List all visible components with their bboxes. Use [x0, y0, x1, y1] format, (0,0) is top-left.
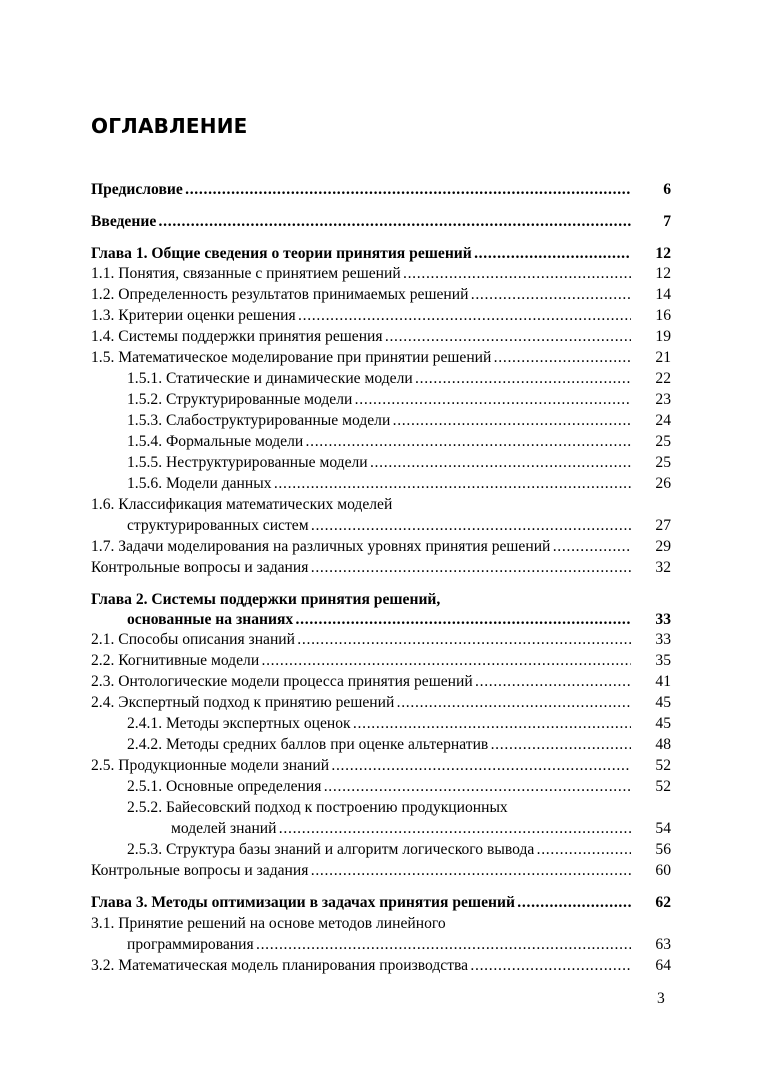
toc-entry-title: программирования . . .: [127, 935, 631, 955]
toc-entry-page: 35: [655, 652, 671, 669]
toc-entry-title: Глава 2. Системы поддержки принятия решений,: [91, 591, 441, 608]
toc-entry-page: 54: [655, 820, 671, 837]
toc-entry-title: 1.6. Классификация математических моделей: [91, 496, 393, 513]
toc-entry-page: 23: [655, 391, 671, 408]
toc-entry: [91, 714, 671, 734]
toc-entry: [91, 861, 671, 881]
toc-entry-page: 32: [655, 559, 671, 576]
toc-entry-page: 29: [655, 538, 671, 555]
toc-entry-title: Введение . . .: [91, 212, 631, 232]
toc-entry-title: 1.7. Задачи моделирования на различных уровнях принятия решений . . .: [91, 537, 631, 557]
toc-entry-page: 45: [655, 715, 671, 732]
toc-entry-page: 56: [655, 841, 671, 858]
toc-entry-page: 19: [655, 328, 671, 345]
toc-entry: [91, 306, 671, 326]
toc-entry-title: структурированных систем . . .: [127, 516, 631, 536]
toc-entry-title: 1.1. Понятия, связанные с принятием решений . . .: [91, 264, 631, 284]
toc-entry-title: 1.2. Определенность результатов принимаемых решений . . .: [91, 285, 631, 305]
toc-entry-page: 24: [655, 412, 671, 429]
toc-entry-page: 33: [655, 611, 671, 628]
toc-entry: [91, 914, 671, 934]
toc-entry: [91, 244, 671, 264]
toc-entry: [91, 840, 671, 860]
toc-entry: [91, 956, 671, 976]
toc-entry-title: Глава 3. Методы оптимизации в задачах принятия решений . . .: [91, 893, 631, 913]
toc-entry-page: 14: [655, 286, 671, 303]
toc-entry: [91, 327, 671, 347]
toc-entry-title: 1.5. Математическое моделирование при принятии решений . . .: [91, 348, 631, 368]
toc-entry: [91, 756, 671, 776]
toc-entry: [91, 369, 671, 389]
toc-entry-page: 45: [655, 694, 671, 711]
toc-entry-page: 26: [655, 475, 671, 492]
toc-entry-page: 60: [655, 862, 671, 879]
toc-entry: [91, 590, 671, 610]
toc-entry-title: 2.2. Когнитивные модели . . .: [91, 651, 631, 671]
toc-entry-title: 1.5.5. Неструктурированные модели . . .: [127, 453, 631, 473]
toc-entry-page: 62: [655, 894, 671, 911]
toc-entry-title: 2.4.1. Методы экспертных оценок . . .: [127, 714, 631, 734]
toc-entry: [91, 453, 671, 473]
toc-entry: [91, 411, 671, 431]
toc-entry: [91, 935, 671, 955]
toc-entry-page: 52: [655, 778, 671, 795]
toc-entry: [91, 651, 671, 671]
toc-entry-title: 2.5.3. Структура базы знаний и алгоритм логического вывода . . .: [127, 840, 631, 860]
toc-entry-page: 48: [655, 736, 671, 753]
toc-entry: [91, 390, 671, 410]
toc-entry-title: 1.5.1. Статические и динамические модели . . .: [127, 369, 631, 389]
toc-entry-page: 63: [655, 936, 671, 953]
toc-entry: [91, 777, 671, 797]
toc-heading: ОГЛАВЛЕНИЕ: [91, 114, 248, 138]
toc-entry-title: основанные на знаниях . . .: [127, 610, 631, 630]
toc-entry-page: 12: [655, 245, 671, 262]
toc-entry-page: 64: [655, 957, 671, 974]
toc-entry: [91, 610, 671, 630]
toc-entry-page: 7: [663, 213, 671, 230]
toc-entry-page: 27: [655, 517, 671, 534]
toc-entry-page: 52: [655, 757, 671, 774]
toc-entry: [91, 819, 671, 839]
toc-entry-title: 1.5.4. Формальные модели . . .: [127, 432, 631, 452]
toc-entry-title: 1.5.3. Слабоструктурированные модели . . .: [127, 411, 631, 431]
toc-entry-page: 41: [655, 673, 671, 690]
toc-entry-title: 2.4.2. Методы средних баллов при оценке альтернатив . . .: [127, 735, 631, 755]
toc-entry-title: Глава 1. Общие сведения о теории принятия решений . . .: [91, 244, 631, 264]
toc-entry-title: 1.5.6. Модели данных . . .: [127, 474, 631, 494]
toc-entry: [91, 735, 671, 755]
toc-entry-title: Контрольные вопросы и задания . . .: [91, 861, 631, 881]
toc-entry-page: 21: [655, 349, 671, 366]
toc-entry: [91, 264, 671, 284]
toc-entry: [91, 180, 671, 200]
toc-entry-page: 6: [663, 181, 671, 198]
toc-entry: [91, 693, 671, 713]
toc-entry-page: 16: [655, 307, 671, 324]
toc-entry: [91, 474, 671, 494]
toc-entry: [91, 212, 671, 232]
toc-entry: [91, 348, 671, 368]
toc-entry-title: Контрольные вопросы и задания . . .: [91, 558, 631, 578]
toc-entry-title: 2.4. Экспертный подход к принятию решений . . .: [91, 693, 631, 713]
toc-entry-page: 25: [655, 454, 671, 471]
toc-entry-page: 25: [655, 433, 671, 450]
toc-entry: [91, 558, 671, 578]
toc-entry-title: 2.5.2. Байесовский подход к построению продукционных: [127, 799, 508, 816]
toc-entry-title: 2.1. Способы описания знаний . . .: [91, 630, 631, 650]
toc-entry-title: Предисловие . . .: [91, 180, 631, 200]
toc-entry: [91, 537, 671, 557]
toc-entry-title: 1.4. Системы поддержки принятия решения . . .: [91, 327, 631, 347]
toc-entry: [91, 495, 671, 515]
toc-entry-page: 33: [655, 631, 671, 648]
page-number: 3: [657, 990, 665, 1007]
toc-entry: [91, 285, 671, 305]
toc-entry: [91, 516, 671, 536]
toc-entry-title: моделей знаний . . .: [171, 819, 631, 839]
toc-entry-title: 2.3. Онтологические модели процесса принятия решений . . .: [91, 672, 631, 692]
toc-entry-page: 12: [655, 265, 671, 282]
toc-entry: [91, 798, 671, 818]
toc-entry-title: 1.3. Критерии оценки решения . . .: [91, 306, 631, 326]
toc-entry-title: 2.5.1. Основные определения . . .: [127, 777, 631, 797]
toc-entry: [91, 432, 671, 452]
toc-entry: [91, 672, 671, 692]
toc-entry-title: 1.5.2. Структурированные модели . . .: [127, 390, 631, 410]
toc-entry: [91, 893, 671, 913]
toc-entry: [91, 630, 671, 650]
toc-entry-title: 3.1. Принятие решений на основе методов линейного: [91, 915, 446, 932]
toc-entry-page: 22: [655, 370, 671, 387]
toc-entry-title: 3.2. Математическая модель планирования производства . . .: [91, 956, 631, 976]
toc-entry-title: 2.5. Продукционные модели знаний . . .: [91, 756, 631, 776]
